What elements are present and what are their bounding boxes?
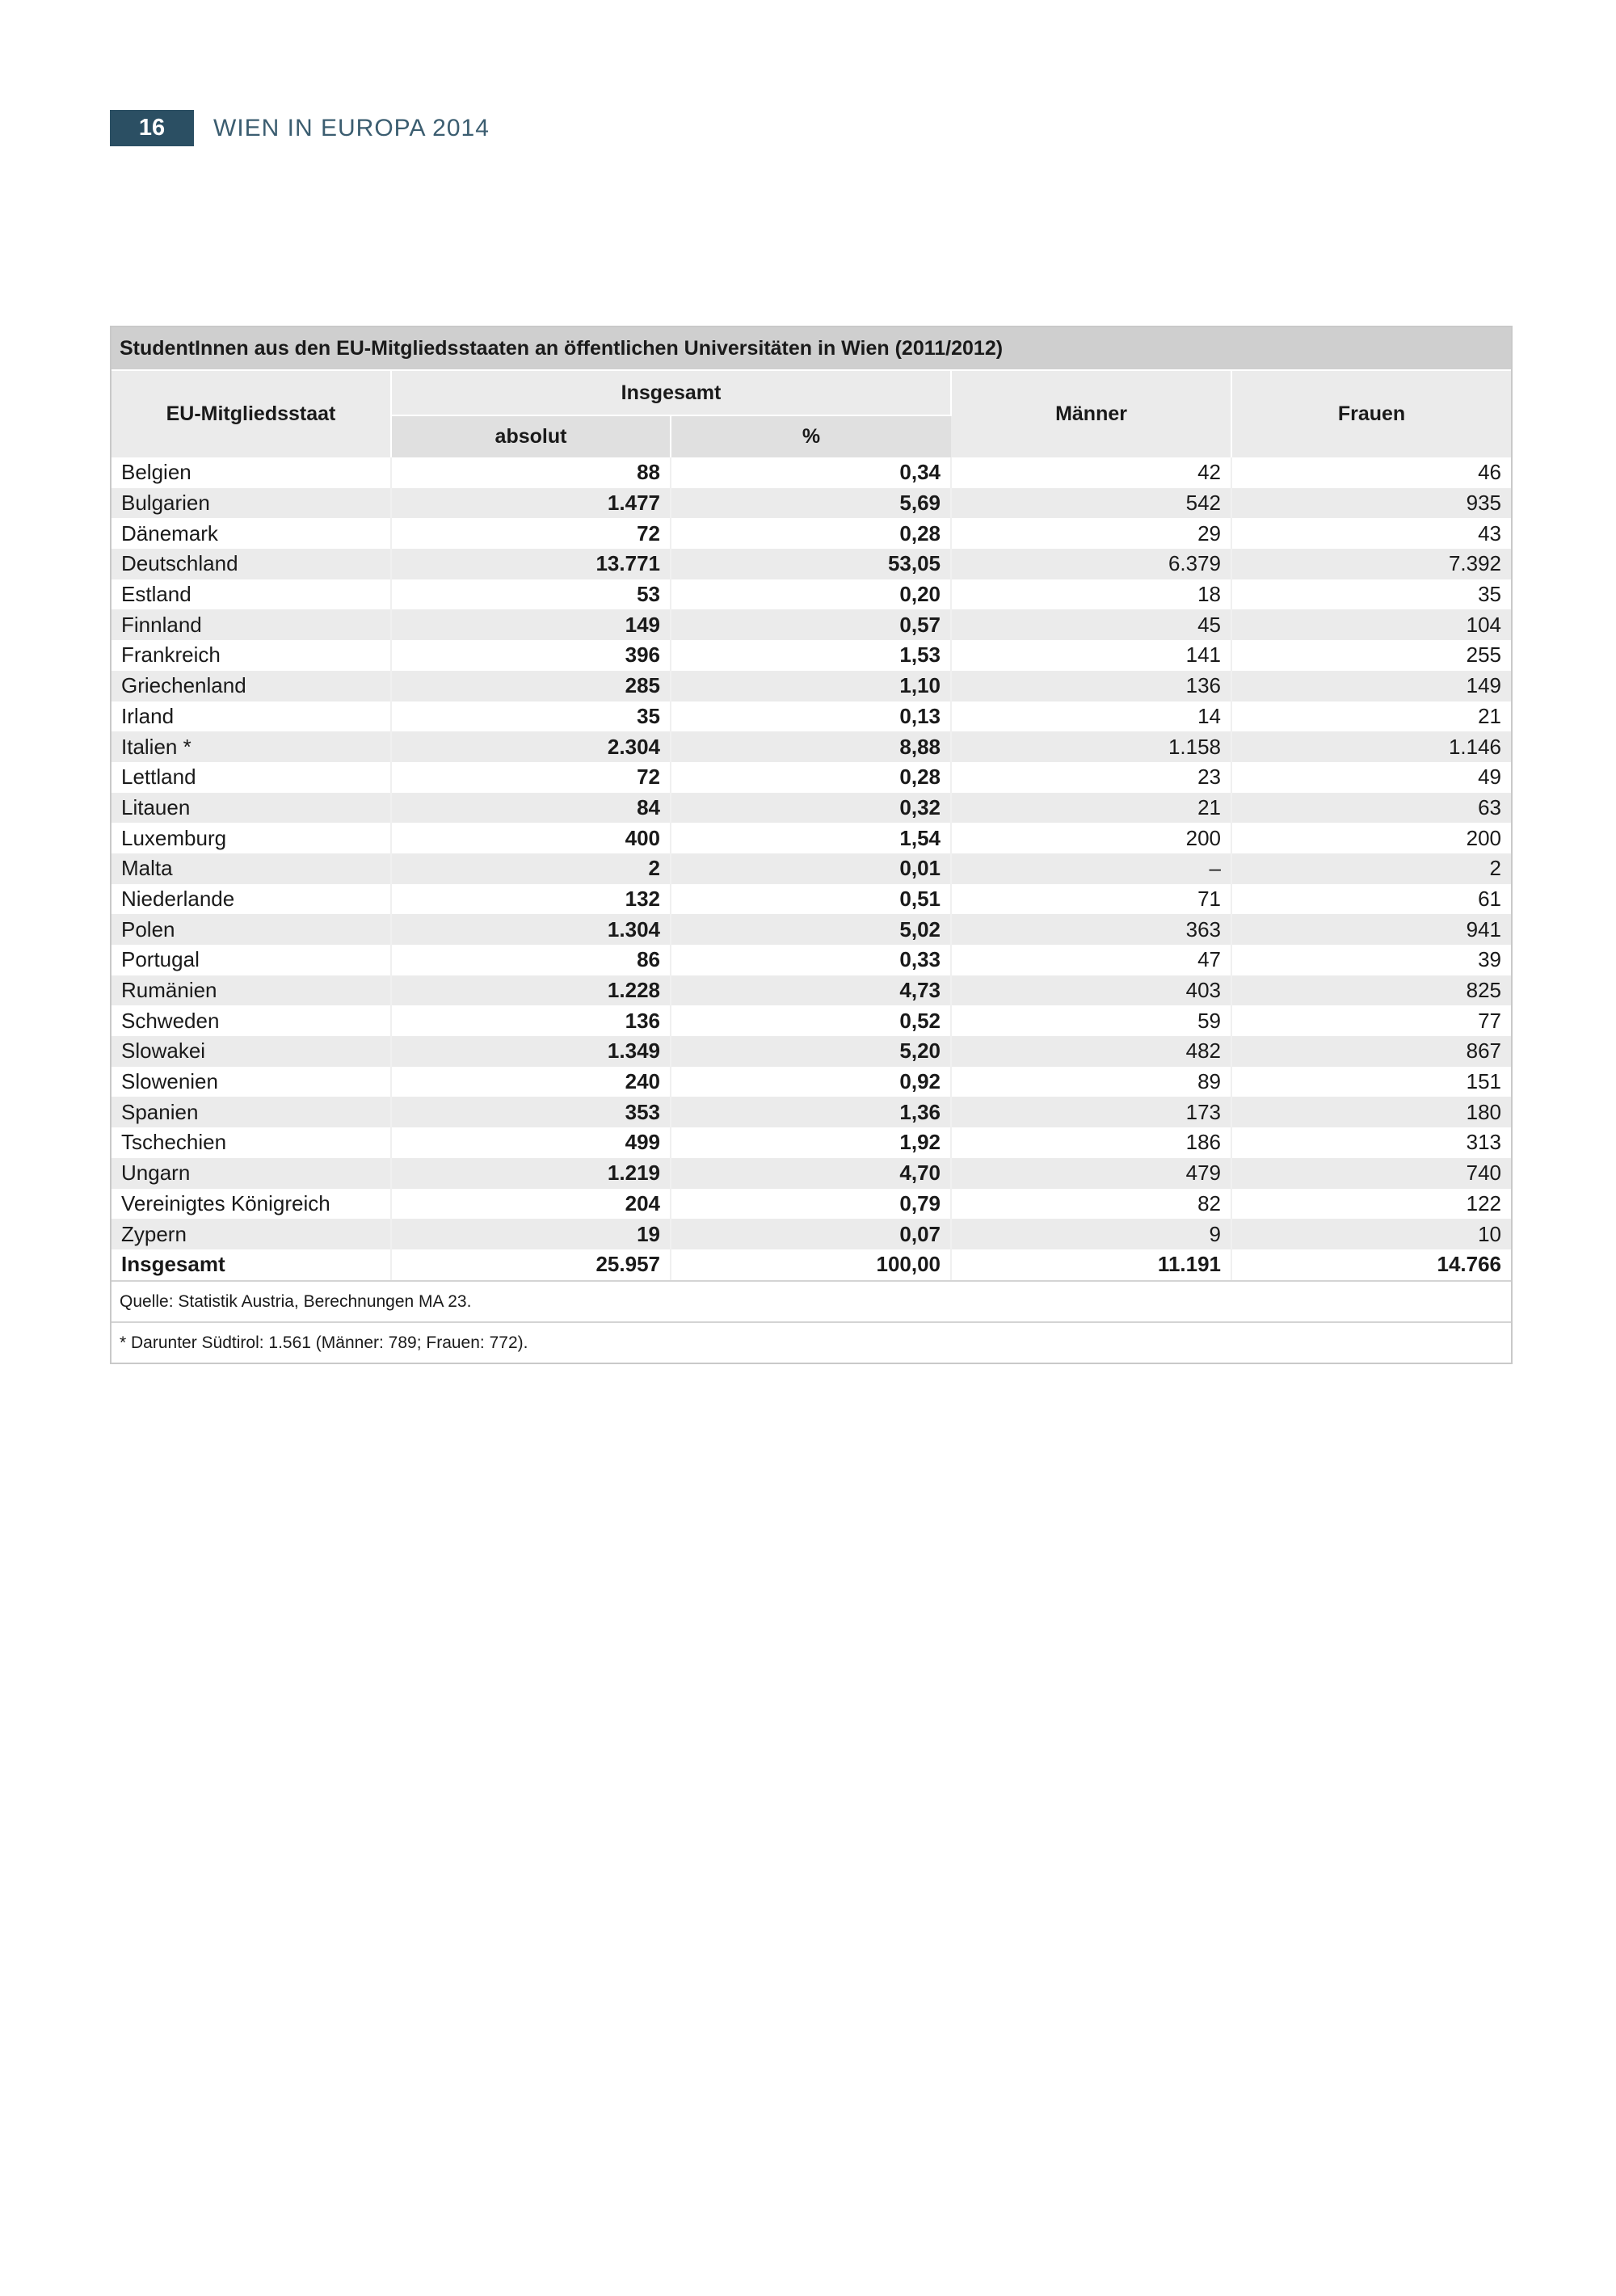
cell-percent: 0,51 [671, 884, 951, 915]
cell-men: 47 [951, 945, 1231, 975]
cell-women: 104 [1231, 609, 1511, 640]
cell-percent: 0,33 [671, 945, 951, 975]
cell-absolute: 19 [391, 1219, 671, 1249]
cell-men: 89 [951, 1067, 1231, 1097]
cell-percent: 5,02 [671, 914, 951, 945]
cell-men: – [951, 853, 1231, 884]
table-row [112, 549, 1511, 579]
cell-women: 122 [1466, 1190, 1502, 1215]
cell-men: 186 [951, 1127, 1231, 1158]
cell-women: 1.146 [1231, 731, 1511, 762]
cell-absolute: 2 [391, 853, 671, 884]
cell-percent: 0,28 [671, 518, 951, 549]
cell-country: Griechenland [112, 671, 391, 701]
cell-country: Rumänien [112, 975, 391, 1006]
header-absolute: absolut [391, 415, 671, 457]
table-row [112, 884, 1511, 915]
cell-absolute: 2.304 [391, 731, 671, 762]
cell-percent: 8,88 [671, 731, 951, 762]
cell-percent: 1,92 [671, 1127, 951, 1158]
cell-percent: 1,36 [671, 1097, 951, 1127]
cell-percent: 4,70 [671, 1158, 951, 1189]
total-cell-percent: 100,00 [671, 1249, 951, 1280]
cell-women: 149 [1231, 671, 1511, 701]
cell-percent: 0,34 [671, 457, 951, 488]
header-percent: % [671, 415, 951, 457]
cell-country: Belgien [112, 457, 391, 488]
cell-absolute: 240 [391, 1067, 671, 1097]
cell-men: 136 [951, 671, 1231, 701]
cell-men: 14 [951, 701, 1231, 732]
cell-women: 941 [1231, 914, 1511, 945]
cell-country: Estland [112, 579, 391, 610]
cell-percent: 0,92 [671, 1067, 951, 1097]
table-row [112, 671, 1511, 701]
cell-percent: 5,20 [671, 1036, 951, 1067]
table-row [112, 518, 1511, 549]
cell-country: Ungarn [112, 1158, 391, 1189]
cell-country: Spanien [112, 1097, 391, 1127]
table-row [112, 1219, 1511, 1249]
cell-men: 21 [951, 793, 1231, 824]
cell-percent: 0,01 [671, 853, 951, 884]
cell-country: Italien * [112, 731, 391, 762]
cell-absolute: 53 [391, 579, 671, 610]
cell-absolute: 396 [391, 640, 671, 671]
header-country: EU-Mitgliedsstaat [112, 370, 391, 457]
table-row [112, 1127, 1511, 1158]
cell-country: Irland [112, 701, 391, 732]
cell-women: 10 [1231, 1219, 1511, 1249]
cell-country: Slowenien [112, 1067, 391, 1097]
cell-men: 42 [951, 457, 1231, 488]
table-row [112, 609, 1511, 640]
table-caption: StudentInnen aus den EU-Mitgliedsstaaten an öffentlichen Universitäten in Wien (2011/2012) [112, 327, 1511, 369]
cell-absolute: 499 [391, 1127, 671, 1158]
cell-percent: 0,57 [671, 609, 951, 640]
table-row [112, 1189, 1511, 1220]
cell-country: Schweden [112, 1005, 391, 1036]
table-row [112, 1067, 1511, 1097]
cell-percent: 0,20 [671, 579, 951, 610]
cell-percent: 1,10 [671, 671, 951, 701]
cell-men: 141 [951, 640, 1231, 671]
cell-men: 1.158 [951, 731, 1231, 762]
cell-country: Vereinigtes Königreich [112, 1189, 391, 1220]
cell-percent: 4,73 [671, 975, 951, 1006]
cell-men: 82 [951, 1189, 1231, 1220]
cell-country: Luxemburg [112, 823, 391, 853]
table-row [112, 1158, 1511, 1189]
cell-country: Deutschland [112, 549, 391, 579]
cell-men: 9 [951, 1219, 1231, 1249]
cell-country: Polen [112, 914, 391, 945]
table-row [112, 914, 1511, 945]
table-row [112, 488, 1511, 519]
table-row [112, 975, 1511, 1006]
cell-absolute: 86 [391, 945, 671, 975]
cell-men: 59 [951, 1005, 1231, 1036]
header-men: Männer [951, 370, 1231, 457]
table-row [112, 823, 1511, 853]
cell-women: 39 [1478, 947, 1502, 972]
cell-men: 71 [951, 884, 1231, 915]
cell-absolute: 84 [391, 793, 671, 824]
table-row [112, 1097, 1511, 1127]
cell-women: 21 [1478, 703, 1502, 728]
cell-women: 7.392 [1231, 549, 1511, 579]
cell-absolute: 72 [391, 762, 671, 793]
table-row [112, 457, 1511, 488]
cell-absolute: 132 [391, 884, 671, 915]
cell-men: 542 [951, 488, 1231, 519]
table-row [112, 1036, 1511, 1067]
cell-men: 18 [951, 579, 1231, 610]
source-note: Quelle: Statistik Austria, Berechnungen MA 23. [112, 1280, 1511, 1321]
cell-absolute: 1.219 [391, 1158, 671, 1189]
cell-percent: 0,32 [671, 793, 951, 824]
cell-percent: 0,52 [671, 1005, 951, 1036]
cell-men: 23 [951, 762, 1231, 793]
table-row [112, 731, 1511, 762]
cell-men: 6.379 [951, 549, 1231, 579]
cell-absolute: 400 [391, 823, 671, 853]
cell-absolute: 13.771 [391, 549, 671, 579]
cell-women: 2 [1231, 853, 1511, 884]
cell-women: 825 [1231, 975, 1511, 1006]
cell-absolute: 1.304 [391, 914, 671, 945]
cell-men: 29 [951, 518, 1231, 549]
cell-absolute: 1.477 [391, 488, 671, 519]
cell-men: 482 [951, 1036, 1231, 1067]
table-row [112, 853, 1511, 884]
cell-percent: 0,07 [671, 1219, 951, 1249]
table-row [112, 762, 1511, 793]
cell-country: Dänemark [112, 518, 391, 549]
table-row [112, 701, 1511, 732]
cell-absolute: 1.228 [391, 975, 671, 1006]
cell-men: 173 [951, 1097, 1231, 1127]
cell-men: 45 [951, 609, 1231, 640]
page-header [110, 110, 490, 146]
cell-women: 63 [1231, 793, 1511, 824]
total-cell-country: Insgesamt [112, 1249, 391, 1280]
table-row [112, 793, 1511, 824]
cell-women: 740 [1231, 1158, 1511, 1189]
cell-absolute: 35 [391, 701, 671, 732]
header-women: Frauen [1231, 370, 1511, 457]
statistics-table [110, 326, 1513, 1364]
cell-percent: 0,28 [671, 762, 951, 793]
cell-country: Portugal [112, 945, 391, 975]
cell-absolute: 72 [391, 518, 671, 549]
cell-absolute: 204 [391, 1189, 671, 1220]
cell-women: 255 [1466, 642, 1502, 668]
cell-country: Litauen [112, 793, 391, 824]
cell-percent: 0,79 [671, 1189, 951, 1220]
footnote: * Darunter Südtirol: 1.561 (Männer: 789; Frauen: 772). [112, 1321, 1511, 1363]
cell-absolute: 136 [391, 1005, 671, 1036]
table-row [112, 1005, 1511, 1036]
table-row [112, 579, 1511, 610]
cell-percent: 5,69 [671, 488, 951, 519]
table-total-row [112, 1249, 1511, 1280]
cell-absolute: 285 [391, 671, 671, 701]
cell-absolute: 149 [391, 609, 671, 640]
cell-country: Slowakei [112, 1036, 391, 1067]
cell-women: 46 [1478, 460, 1502, 485]
cell-country: Zypern [112, 1219, 391, 1249]
cell-country: Tschechien [112, 1127, 391, 1158]
cell-country: Niederlande [112, 884, 391, 915]
cell-women: 61 [1478, 886, 1502, 911]
cell-women: 49 [1478, 765, 1502, 790]
document-title: WIEN IN EUROPA 2014 [213, 114, 490, 141]
cell-women: 180 [1231, 1097, 1511, 1127]
total-cell-men: 11.191 [951, 1249, 1231, 1280]
header-total-group: Insgesamt [391, 370, 951, 415]
cell-men: 403 [951, 975, 1231, 1006]
cell-men: 479 [951, 1158, 1231, 1189]
data-table [112, 369, 1511, 1280]
cell-country: Malta [112, 853, 391, 884]
total-cell-women: 14.766 [1437, 1252, 1502, 1277]
cell-percent: 1,54 [671, 823, 951, 853]
cell-men: 363 [951, 914, 1231, 945]
table-body [112, 457, 1511, 1280]
cell-women: 200 [1466, 825, 1502, 850]
cell-absolute: 88 [391, 457, 671, 488]
page-number: 16 [110, 110, 194, 146]
table-row [112, 640, 1511, 671]
cell-women: 77 [1478, 1008, 1502, 1033]
cell-women: 867 [1231, 1036, 1511, 1067]
cell-women: 935 [1231, 488, 1511, 519]
cell-country: Finnland [112, 609, 391, 640]
cell-percent: 0,13 [671, 701, 951, 732]
cell-percent: 53,05 [671, 549, 951, 579]
cell-absolute: 1.349 [391, 1036, 671, 1067]
cell-men: 200 [951, 823, 1231, 853]
cell-women: 35 [1478, 582, 1502, 607]
cell-women: 151 [1466, 1069, 1502, 1094]
cell-women: 43 [1478, 520, 1502, 546]
cell-percent: 1,53 [671, 640, 951, 671]
cell-country: Lettland [112, 762, 391, 793]
cell-country: Bulgarien [112, 488, 391, 519]
total-cell-absolute: 25.957 [391, 1249, 671, 1280]
table-row [112, 945, 1511, 975]
cell-women: 313 [1466, 1130, 1502, 1155]
cell-country: Frankreich [112, 640, 391, 671]
cell-absolute: 353 [391, 1097, 671, 1127]
